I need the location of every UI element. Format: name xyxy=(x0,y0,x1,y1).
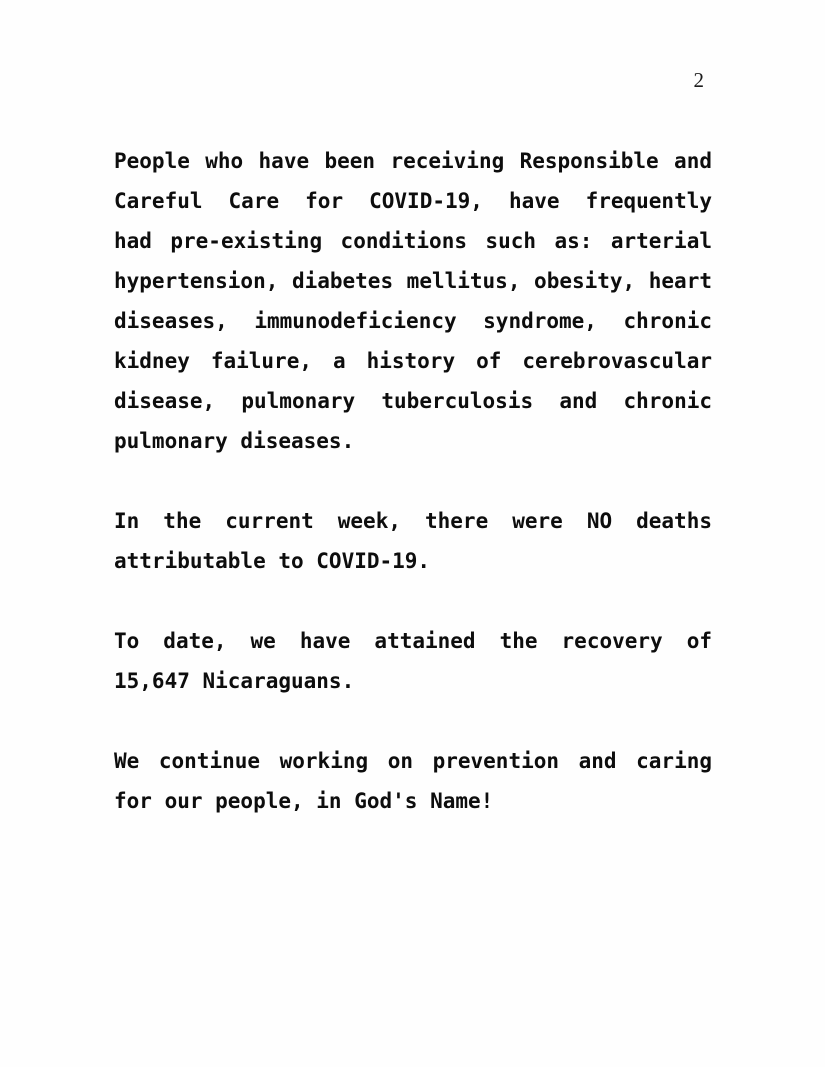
text-line: hypertension, diabetes mellitus, obesity, heart xyxy=(114,269,712,293)
text-line: disease, pulmonary tuberculosis and chronic xyxy=(114,389,712,413)
paragraph-preexisting-conditions xyxy=(114,141,712,461)
text-line: diseases, immunodeficiency syndrome, chronic xyxy=(114,309,712,333)
text-line: In the current week, there were NO deaths xyxy=(114,509,712,533)
document-body xyxy=(114,141,712,821)
paragraph-recovery-count xyxy=(114,621,712,701)
paragraph-no-deaths xyxy=(114,501,712,581)
text-line: To date, we have attained the recovery of xyxy=(114,629,712,653)
text-line: pulmonary diseases. xyxy=(114,429,355,453)
page-number: 2 xyxy=(693,68,704,92)
text-line: for our people, in God's Name! xyxy=(114,789,494,813)
text-line: 15,647 Nicaraguans. xyxy=(114,669,355,693)
text-line: We continue working on prevention and caring xyxy=(114,749,712,773)
text-line: People who have been receiving Responsible and xyxy=(114,149,712,173)
text-line: kidney failure, a history of cerebrovascular xyxy=(114,349,712,373)
paragraph-closing xyxy=(114,741,712,821)
text-line: Careful Care for COVID-19, have frequently xyxy=(114,189,712,213)
text-line: attributable to COVID-19. xyxy=(114,549,431,573)
text-line: had pre-existing conditions such as: arterial xyxy=(114,229,712,253)
